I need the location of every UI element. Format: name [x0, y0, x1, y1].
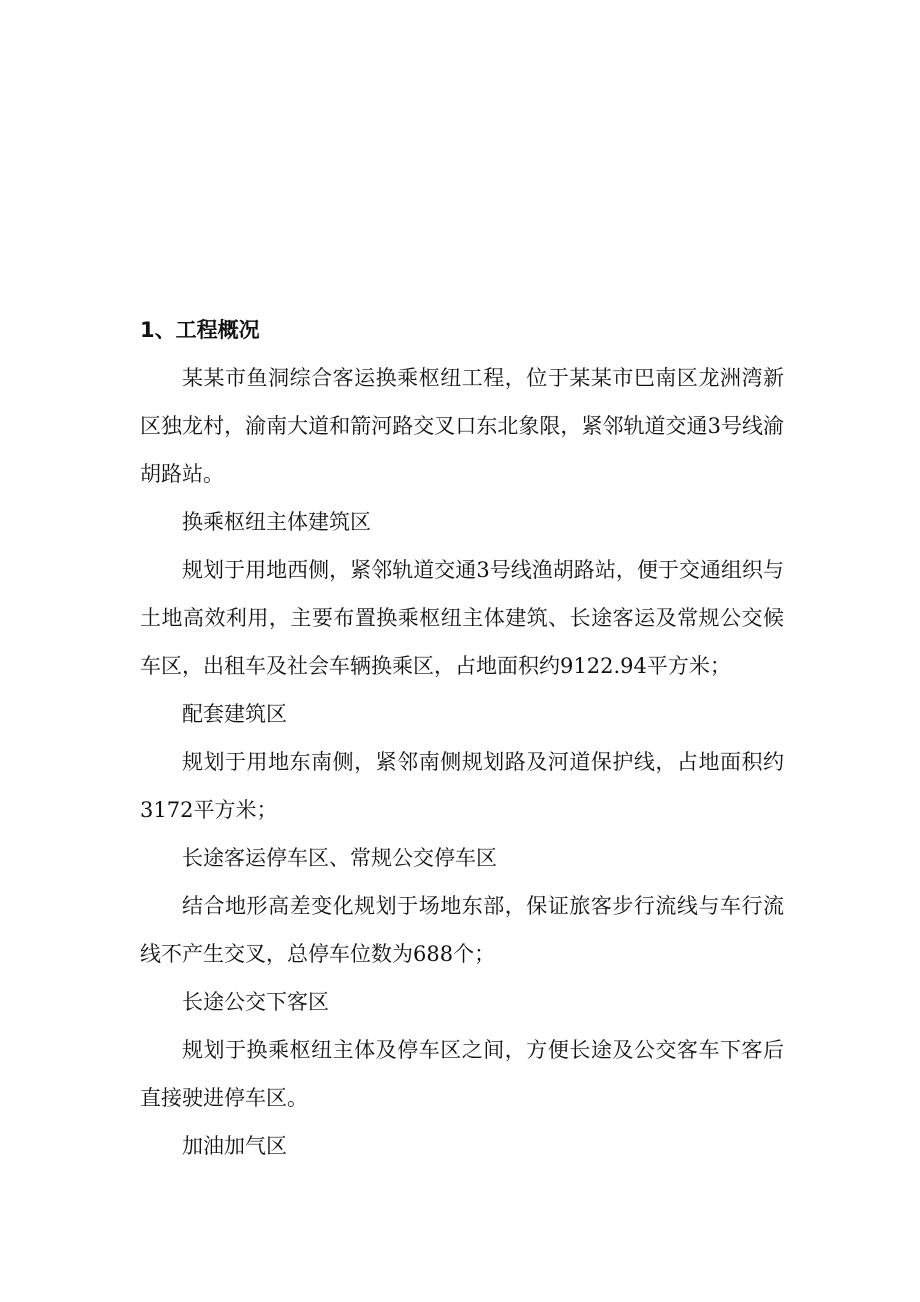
section-heading: 1、工程概况	[140, 318, 260, 342]
paragraph-supporting-building-area: 规划于用地东南侧，紧邻南侧规划路及河道保护线，占地面积约3172平方米；	[140, 750, 784, 822]
subheading-drop-off-area: 长途公交下客区	[182, 990, 329, 1014]
subheading-supporting-building-area: 配套建筑区	[182, 702, 287, 726]
paragraph-transfer-hub-main-area: 规划于用地西侧，紧邻轨道交通3号线渔胡路站，便于交通组织与土地高效利用，主要布置换乘枢纽主体建筑、长途客运及常规公交候车区，出租车及社会车辆换乘区，占地面积约9122.94平方米；	[140, 558, 784, 678]
document-body	[140, 306, 784, 1170]
paragraph-drop-off-area: 规划于换乘枢纽主体及停车区之间，方便长途及公交客车下客后直接驶进停车区。	[140, 1038, 784, 1110]
subheading-parking-area: 长途客运停车区、常规公交停车区	[182, 846, 497, 870]
subheading-fuel-gas-area: 加油加气区	[182, 1134, 287, 1158]
paragraph-project-location: 某某市鱼洞综合客运换乘枢纽工程，位于某某市巴南区龙洲湾新区独龙村，渝南大道和箭河路交叉口东北象限，紧邻轨道交通3号线渝胡路站。	[140, 366, 784, 486]
paragraph-parking-area: 结合地形高差变化规划于场地东部，保证旅客步行流线与车行流线不产生交叉，总停车位数为688个；	[140, 894, 784, 966]
subheading-transfer-hub-main-area: 换乘枢纽主体建筑区	[182, 510, 371, 534]
